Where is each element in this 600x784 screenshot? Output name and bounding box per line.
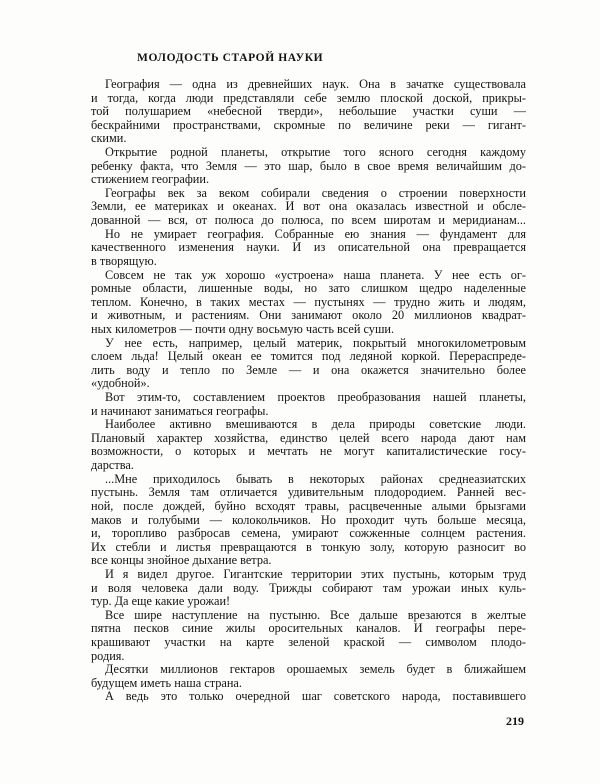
text-line: и тогда, когда люди представляли себе землю плоской доской, прикры- xyxy=(91,91,526,105)
text-line: бескрайними пространствами, скромные по величине реки — гигант- xyxy=(91,118,526,132)
text-line: ной, после дождей, буйно всходят травы, расцвеченные алыми брызгами xyxy=(91,499,526,513)
text-line: Вот этим-то, составлением проектов преобразования нашей планеты, xyxy=(105,391,526,405)
text-line: Наиболее активно вмешиваются в дела природы советские люди. xyxy=(105,418,526,432)
text-line: стижением географии. xyxy=(91,173,210,187)
text-line: все концы знойное дыхание ветра. xyxy=(91,554,272,568)
text-line: А ведь это только очередной шаг советского народа, поставившего xyxy=(105,690,526,704)
text-line: маков и голубыми — колокольчиков. Но проходит чуть больше месяца, xyxy=(91,513,526,527)
chapter-heading: МОЛОДОСТЬ СТАРОЙ НАУКИ xyxy=(137,52,324,64)
text-line: тур. Да еще какие урожаи! xyxy=(91,595,231,609)
text-line: Их стебли и листья превращаются в тонкую золу, которую разносит во xyxy=(91,540,526,554)
text-line: и воля человека дали воду. Трижды собирают там урожаи иных куль- xyxy=(91,581,526,595)
text-line: родия. xyxy=(91,649,125,663)
text-line: Земли, ее материках и океанах. И вот она оказалась известной и обсле- xyxy=(91,200,526,214)
text-line: «удобной». xyxy=(91,377,150,391)
text-line: дарства. xyxy=(91,459,134,473)
text-line: Открытие родной планеты, открытие того ясного сегодня каждому xyxy=(105,146,526,160)
text-line: теплом. Конечно, в таких местах — пустынях — трудно жить и людям, xyxy=(91,295,526,309)
text-line: Плановый характер хозяйства, единство целей всего народа дают нам xyxy=(91,431,526,445)
text-line: будущем иметь наша страна. xyxy=(91,676,242,690)
text-line: качественного изменения науки. И из описательной она превращается xyxy=(91,241,526,255)
text-line: скими. xyxy=(91,132,127,146)
body-text xyxy=(91,78,526,704)
text-line: ных километров — почти одну восьмую часть всей суши. xyxy=(91,322,395,336)
text-line: пустынь. Земля там отличается удивительным плодородием. Ранней вес- xyxy=(91,486,526,500)
text-line: в творящую. xyxy=(91,254,157,268)
text-line: той полушарием «небесной тверди», небольшие участки суши — xyxy=(91,105,526,119)
text-line: Все шире наступление на пустыню. Все дальше врезаются в желтые xyxy=(105,608,526,622)
text-line: возможности, о которых и мечтать не могут капиталистические госу- xyxy=(91,445,526,459)
text-line: крашивают участки на карте зеленой краской — символом плодо- xyxy=(91,635,526,649)
text-line: лить воду и тепло по Земле — и она окажется значительно более xyxy=(91,363,526,377)
text-line: дованной — вся, от полюса до полюса, по всем широтам и меридианам... xyxy=(91,214,526,228)
text-line: И я видел другое. Гигантские территории этих пустынь, которым труд xyxy=(105,567,526,581)
page-number: 219 xyxy=(506,714,524,728)
text-line: слоем льда! Целый океан ее томится под ледяной коркой. Перераспреде- xyxy=(91,350,526,364)
text-line: и животным, и растениям. Они занимают около 20 миллионов квадрат- xyxy=(91,309,526,323)
text-line: и, торопливо разбросав семена, умирают сожженные солнцем растения. xyxy=(91,527,526,541)
text-line: и начинают заниматься географы. xyxy=(91,404,269,418)
text-line: У нее есть, например, целый материк, покрытый многокилометровым xyxy=(105,336,526,350)
text-line: Десятки миллионов гектаров орошаемых земель будет в ближайшем xyxy=(105,663,526,677)
text-line: Совсем не так уж хорошо «устроена» наша планета. У нее есть ог- xyxy=(105,268,526,282)
text-line: Географы век за веком собирали сведения о строении поверхности xyxy=(105,186,526,200)
text-line: пятна песков синие жилы оросительных каналов. И географы пере- xyxy=(91,622,526,636)
text-line: Но не умирает география. Собранные ею знания — фундамент для xyxy=(105,227,526,241)
text-line: ромные области, лишенные воды, но зато слишком щедро наделенные xyxy=(91,282,526,296)
text-line: ...Мне приходилось бывать в некоторых районах среднеазиатских xyxy=(105,472,526,486)
text-line: География — одна из древнейших наук. Она в зачатке существовала xyxy=(105,78,526,91)
text-line: ребенку факта, что Земля — это шар, было в свое время величайшим до- xyxy=(91,159,526,173)
